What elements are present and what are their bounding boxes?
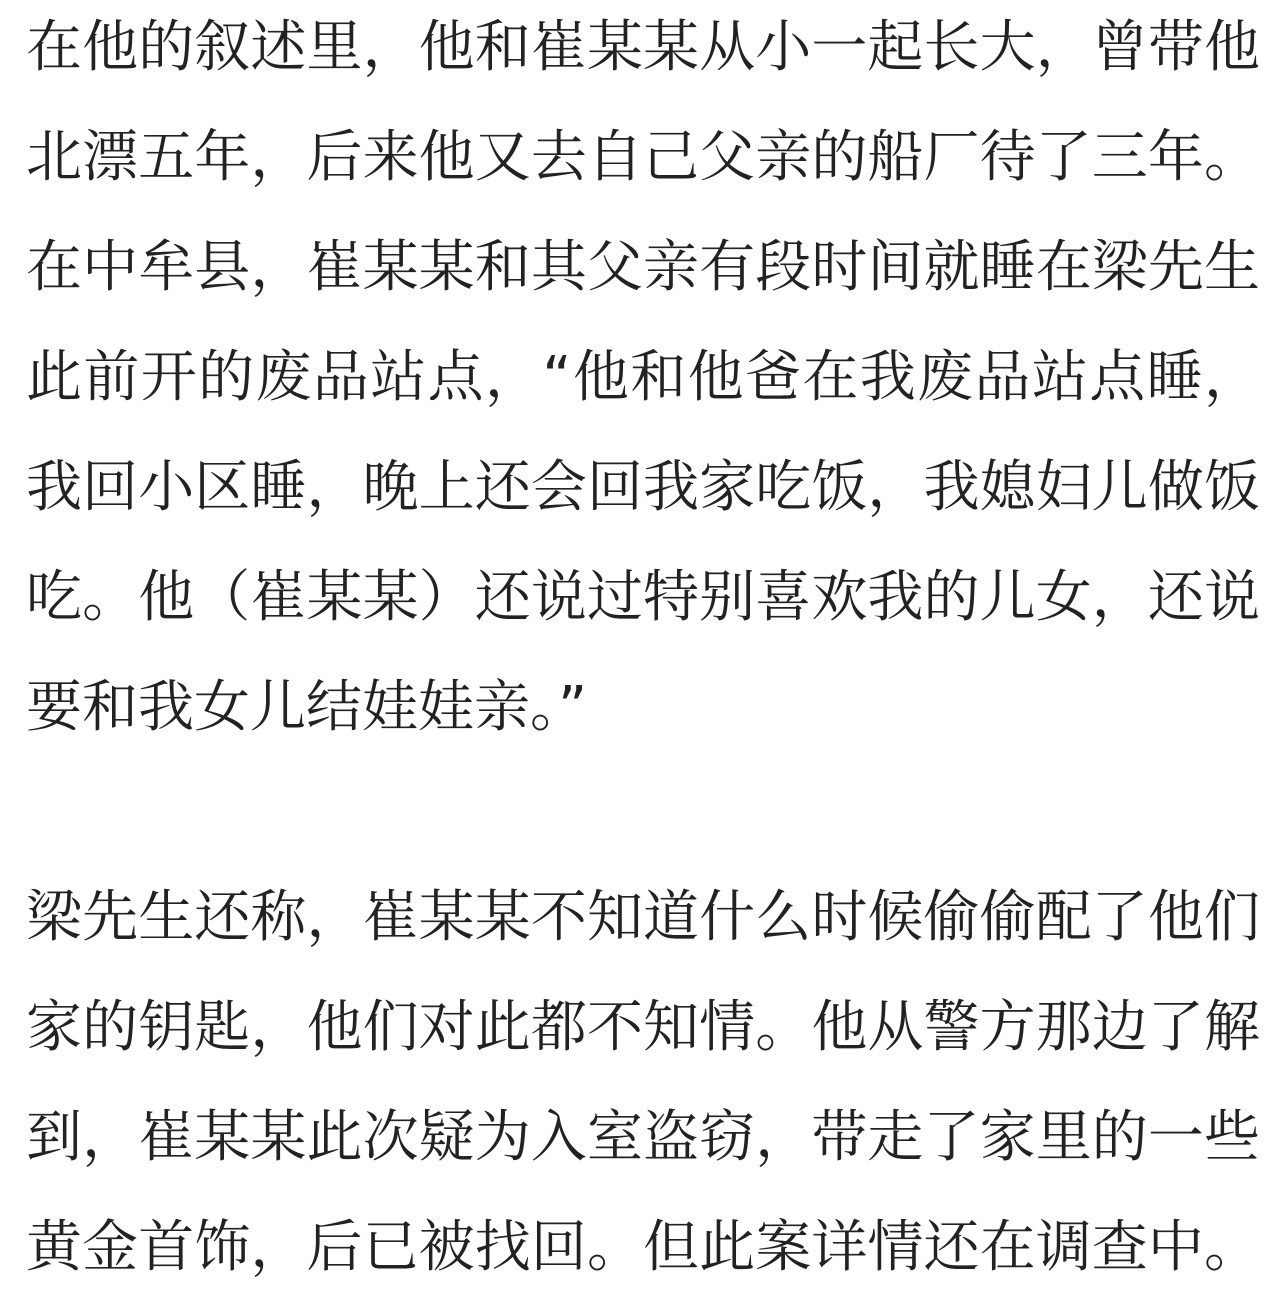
text-line: 此前开的废品站点，“他和他爸在我废品站点睡， bbox=[26, 345, 1260, 410]
text-line: 要和我女儿结娃娃亲。” bbox=[26, 675, 588, 740]
text-line: 吃。他（崔某某）还说过特别喜欢我的儿女，还说 bbox=[26, 565, 1260, 630]
text-line: 家的钥匙，他们对此都不知情。他从警方那边了解 bbox=[26, 995, 1260, 1060]
text-line: 梁先生还称，崔某某不知道什么时候偷偷配了他们 bbox=[26, 885, 1260, 950]
text-line: 到，崔某某此次疑为入室盗窃，带走了家里的一些 bbox=[26, 1105, 1260, 1170]
text-line: 在中牟县，崔某某和其父亲有段时间就睡在梁先生 bbox=[26, 235, 1260, 300]
text-line: 在他的叙述里，他和崔某某从小一起长大，曾带他 bbox=[26, 15, 1260, 80]
text-line: 我回小区睡，晚上还会回我家吃饭，我媳妇儿做饭 bbox=[26, 455, 1260, 520]
text-line: 黄金首饰，后已被找回。但此案详情还在调查中。 bbox=[26, 1215, 1260, 1280]
text-line: 北漂五年，后来他又去自己父亲的船厂待了三年。 bbox=[26, 125, 1260, 190]
